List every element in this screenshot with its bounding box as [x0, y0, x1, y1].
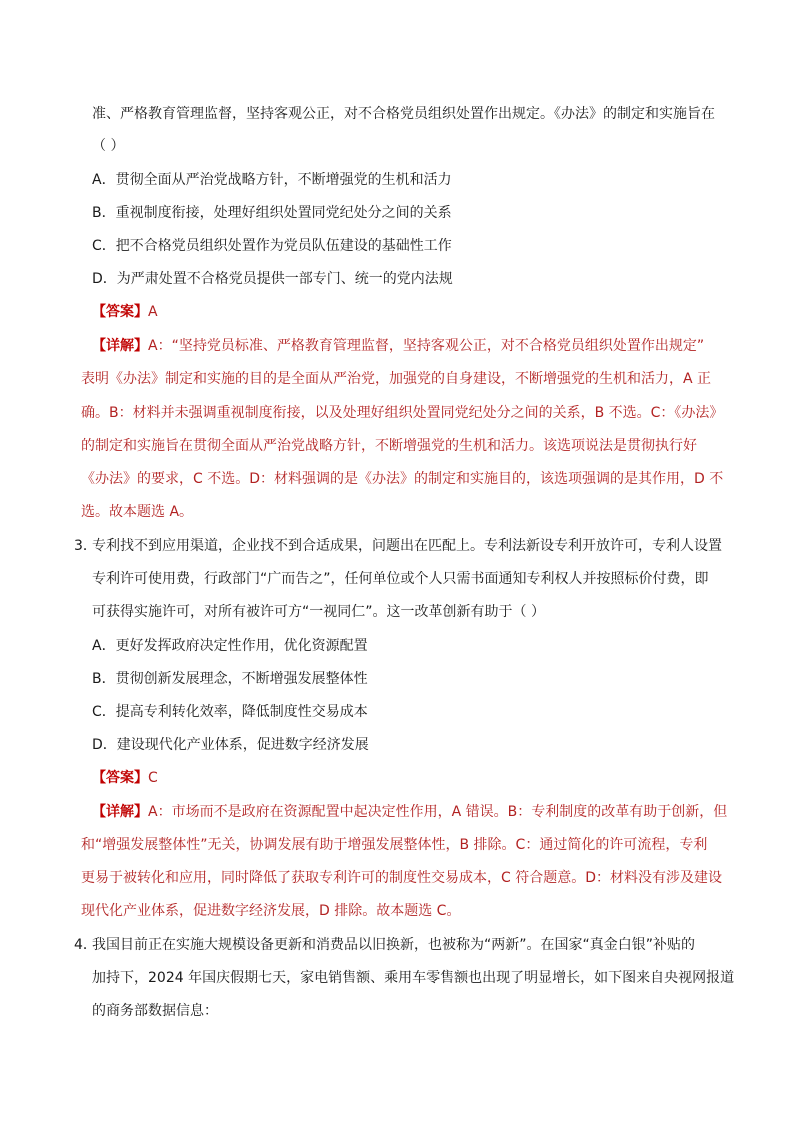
q2-option-c: C．把不合格党员组织处置作为党员队伍建设的基础性工作 [92, 238, 452, 254]
q4-number: 4． [74, 937, 97, 953]
q2-option-d: D．为严肃处置不合格党员提供一部专门、统一的党内法规 [92, 271, 453, 287]
q2-stem-line1: 准、严格教育管理监督，坚持客观公正，对不合格党员组织处置作出规定。《办法》的制定和实施旨在 [92, 106, 715, 122]
q2-detail-line4: 的制定和实施旨在贯彻全面从严治党战略方针，不断增强党的生机和活力。该选项说法是贯彻执行好 [81, 438, 697, 454]
q2-detail-line2: 表明《办法》制定和实施的目的是全面从严治党，加强党的自身建设，不断增强党的生机和活力，A 正 [81, 371, 712, 387]
q3-stem-line2: 专利许可使用费，行政部门“广而告之”，任何单位或个人只需书面通知专利权人并按照标价付费，即 [92, 571, 709, 587]
q3-option-d: D．建设现代化产业体系，促进数字经济发展 [92, 737, 369, 753]
q2-stem-line2: （ ） [92, 138, 125, 154]
q3-detail-line3: 更易于被转化和应用，同时降低了获取专利许可的制度性交易成本，C 符合题意。D：材料没有涉及建设 [81, 870, 723, 886]
detail-text: A：“坚持党员标准、严格教育管理监督，坚持客观公正，对不合格党员组织处置作出规定” [148, 338, 705, 354]
q3-answer [92, 768, 158, 788]
q2-detail-line1 [92, 336, 704, 356]
q4-stem-line2: 加持下，2024 年国庆假期七天，家电销售额、乘用车零售额也出现了明显增长，如下图来自央视网报道 [92, 970, 735, 986]
q3-number: 3． [74, 538, 97, 554]
q2-answer [92, 302, 158, 322]
detail-tag: 【详解】 [92, 338, 148, 354]
q3-detail-line4: 现代化产业体系，促进数字经济发展，D 排除。故本题选 C。 [81, 903, 461, 919]
detail-tag: 【详解】 [92, 804, 148, 820]
q4-stem-line3: 的商务部数据信息： [92, 1003, 218, 1019]
q2-detail-line6: 选。故本题选 A。 [81, 504, 194, 520]
q2-detail-line5: 《办法》的要求，C 不选。D：材料强调的是《办法》的制定和实施目的，该选项强调的是其作用，D 不 [81, 471, 724, 487]
q2-option-a: A．贯彻全面从严治党战略方针，不断增强党的生机和活力 [92, 172, 452, 188]
q3-option-a: A．更好发挥政府决定性作用，优化资源配置 [92, 638, 368, 654]
q3-detail-line2: 和“增强发展整体性”无关，协调发展有助于增强发展整体性，B 排除。C：通过简化的许可流程，专利 [81, 837, 708, 853]
q3-stem-line3: 可获得实施许可，对所有被许可方“一视同仁”。这一改革创新有助于（ ） [92, 604, 545, 620]
answer-tag: 【答案】 [92, 770, 148, 786]
q3-option-b: B．贯彻创新发展理念，不断增强发展整体性 [92, 671, 368, 687]
answer-value: A [148, 304, 158, 320]
q4-stem-line1: 我国目前正在实施大规模设备更新和消费品以旧换新，也被称为“两新”。在国家“真金白银”补贴的 [92, 937, 696, 953]
answer-value: C [148, 770, 158, 786]
q2-option-b: B．重视制度衔接，处理好组织处置同党纪处分之间的关系 [92, 205, 452, 221]
q3-option-c: C．提高专利转化效率，降低制度性交易成本 [92, 704, 368, 720]
q3-detail-line1 [92, 802, 727, 822]
q2-detail-line3: 确。B：材料并未强调重视制度衔接，以及处理好组织处置同党纪处分之间的关系，B 不选。C：《办法》 [81, 405, 724, 421]
detail-text: A：市场而不是政府在资源配置中起决定性作用，A 错误。B：专利制度的改革有助于创新，但 [148, 804, 728, 820]
q3-stem-line1: 专利找不到应用渠道，企业找不到合适成果，问题出在匹配上。专利法新设专利开放许可，专利人设置 [92, 538, 722, 554]
answer-tag: 【答案】 [92, 304, 148, 320]
